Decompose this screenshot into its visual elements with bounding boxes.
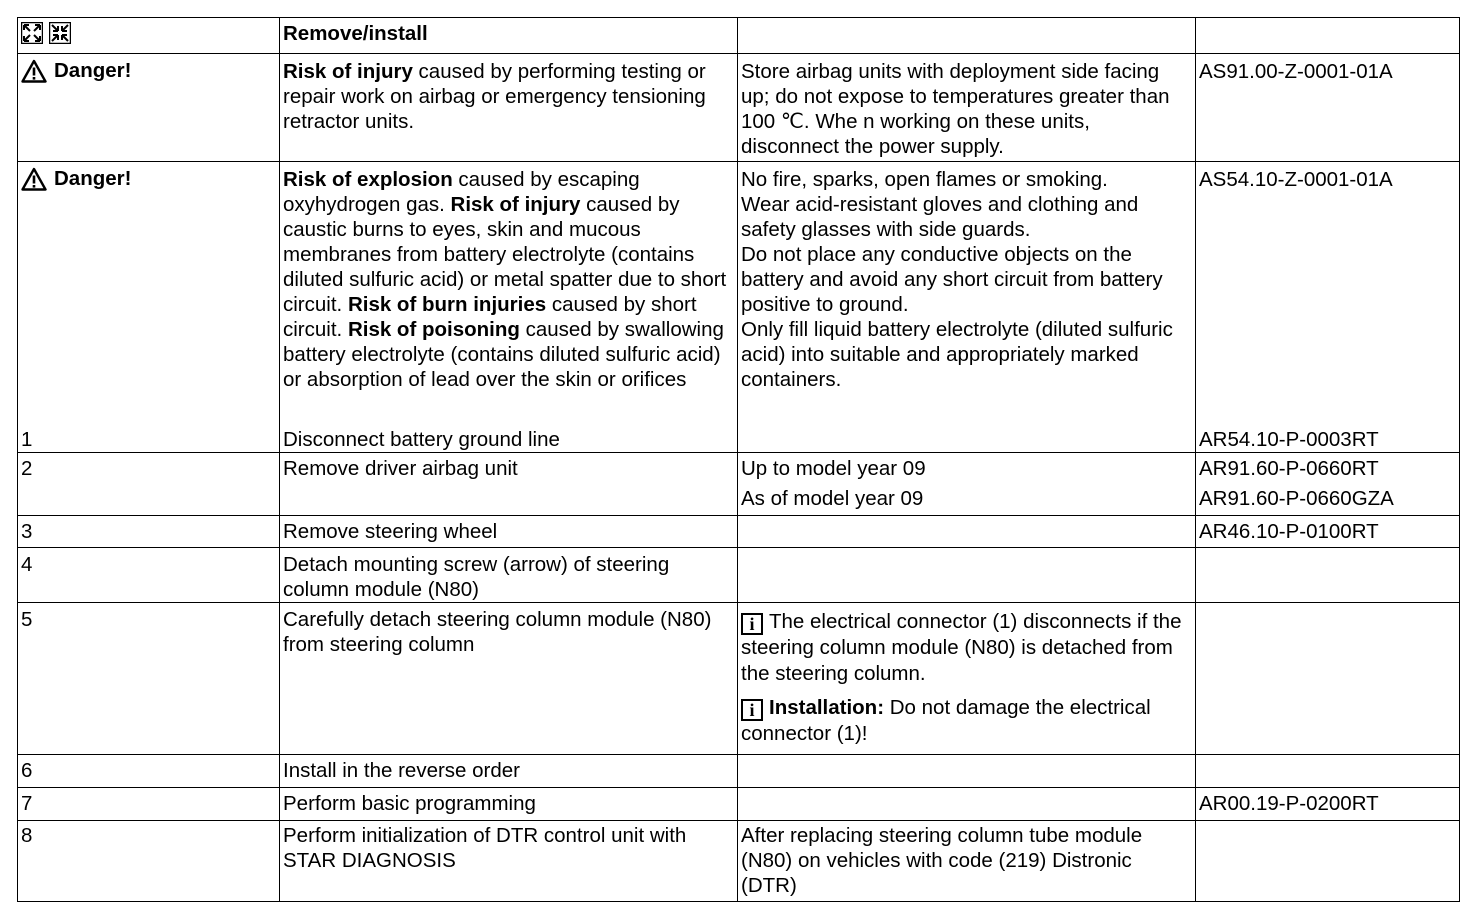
danger-label: Danger!	[21, 162, 277, 191]
risk-text: Risk of injury caused by performing testing or repair work on airbag or emergency tensioning retractor units.	[280, 54, 738, 162]
info-icon: i	[741, 613, 763, 635]
step-action: Install in the reverse order	[280, 755, 738, 788]
step-action: Remove steering wheel	[280, 516, 738, 548]
info-icon: i	[741, 699, 763, 721]
step-row	[18, 788, 1460, 821]
section-title: Remove/install	[280, 18, 738, 54]
step-number: 7	[18, 788, 280, 821]
doc-reference-link[interactable]: AR91.60-P-0660RT	[1199, 457, 1379, 480]
hazard-row	[18, 54, 1460, 162]
step-action: Disconnect battery ground line	[283, 428, 560, 451]
step-references	[1196, 453, 1460, 516]
step-number: 2	[18, 453, 280, 516]
warning-triangle-icon	[21, 167, 47, 191]
hazard-row	[18, 162, 1460, 453]
step-notes: Up to model year 09 As of model year 09	[738, 453, 1196, 516]
step-number: 6	[18, 755, 280, 788]
protective-measures: No fire, sparks, open flames or smoking. Wear acid-resistant gloves and clothing and safety glasses with side guards. Do not place any conductive objects on the battery and avoid any short circuit from battery positive to ground. Only fill liquid battery electrolyte (diluted sulfuric acid) into suitable and appropriately marked containers.	[738, 162, 1196, 453]
step-number: 3	[18, 516, 280, 548]
step-notes: i The electrical connector (1) disconnects if the steering column module (N80) is detached from the steering column. i Installation: Do not damage the electrical connector (1)!	[738, 603, 1196, 755]
protective-measures: Store airbag units with deployment side facing up; do not expose to temperatures greater than 100 ℃. Whe n working on these units, disconnect the power supply.	[738, 54, 1196, 162]
warning-triangle-icon	[21, 59, 47, 83]
step-row	[18, 516, 1460, 548]
step-action: Remove driver airbag unit	[280, 453, 738, 516]
step-row	[18, 821, 1460, 902]
step-number: 1	[21, 428, 33, 451]
step-action: Carefully detach steering column module (N80) from steering column	[280, 603, 738, 755]
doc-reference-link[interactable]: AR91.60-P-0660GZA	[1199, 487, 1394, 510]
step-row	[18, 755, 1460, 788]
step-action: Detach mounting screw (arrow) of steering column module (N80)	[280, 548, 738, 603]
procedure-table	[17, 17, 1460, 902]
doc-reference-link[interactable]: AR54.10-P-0003RT	[1199, 428, 1379, 451]
expand-view-icon[interactable]	[21, 22, 43, 44]
danger-label: Danger!	[21, 54, 277, 83]
risk-text: Risk of explosion caused by escaping oxyhydrogen gas. Risk of injury caused by caustic burns to eyes, skin and mucous membranes from battery electrolyte (contains diluted sulfuric acid) or metal spatter due to short circuit. Risk of burn injuries caused by short circuit. Risk of poisoning caused by swallowing battery electrolyte (contains diluted sulfuric acid) or absorption of lead over the skin or orifices	[283, 168, 727, 391]
doc-reference-link[interactable]: AS91.00-Z-0001-01A	[1196, 54, 1460, 162]
collapse-view-icon[interactable]	[49, 22, 71, 44]
doc-reference-link[interactable]: AS54.10-Z-0001-01A	[1199, 168, 1393, 191]
doc-reference-link[interactable]: AR00.19-P-0200RT	[1196, 788, 1460, 821]
step-row	[18, 603, 1460, 755]
step-row	[18, 548, 1460, 603]
doc-reference-link[interactable]: AR46.10-P-0100RT	[1196, 516, 1460, 548]
step-notes: After replacing steering column tube module (N80) on vehicles with code (219) Distronic (DTR)	[738, 821, 1196, 902]
step-number: 4	[18, 548, 280, 603]
step-row	[18, 453, 1460, 516]
step-number: 8	[18, 821, 280, 902]
step-action: Perform initialization of DTR control unit with STAR DIAGNOSIS	[280, 821, 738, 902]
step-number: 5	[18, 603, 280, 755]
header-row	[18, 18, 1460, 54]
step-action: Perform basic programming	[280, 788, 738, 821]
